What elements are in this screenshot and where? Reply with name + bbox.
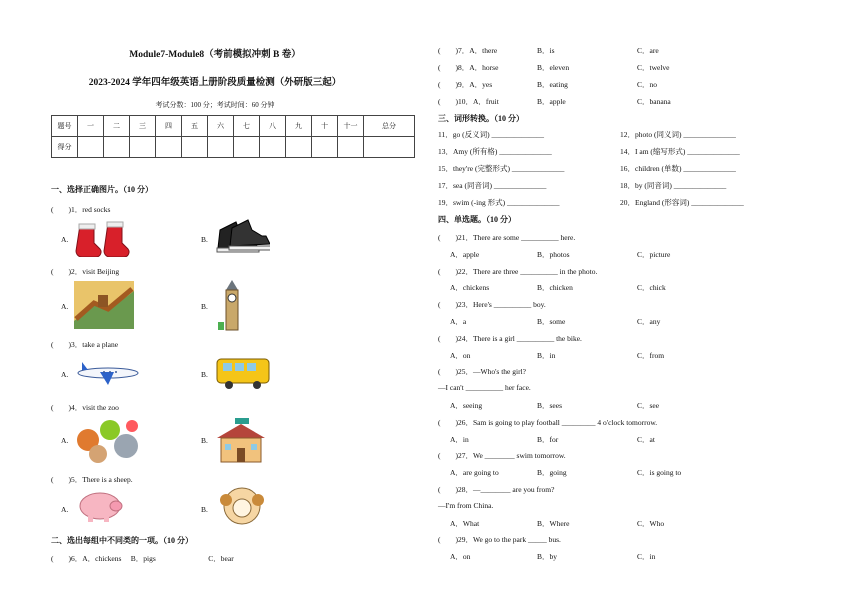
mc-option: C．at [637,434,655,444]
zoo-animals-picture[interactable] [74,414,144,466]
score-input-cell[interactable] [156,137,182,158]
option-b-label: B. [201,505,208,514]
score-input-cell[interactable] [234,137,260,158]
mc-option: B．in [537,350,556,360]
option-b-label: B. [201,370,208,379]
mc-option: B．photos [537,249,570,259]
mc-option: A．are going to [450,468,499,478]
mc-question: ( )22．There are three __________ in the photo. [438,266,598,276]
question-3: ( )3．take a plane [51,340,119,349]
word-form-item: 12．photo (同义词) ______________ [620,130,736,139]
score-table-score-row [52,137,415,158]
option-a-label: A. [61,370,69,379]
word-form-item: 13．Amy (所有格) ______________ [438,147,552,156]
question-7-part: B．is [537,46,555,55]
section-4-heading: 四、单选题。（10 分） [438,215,516,224]
question-9-part: B．eating [537,80,568,89]
score-cell: 四 [156,116,182,137]
score-cell: 九 [286,116,312,137]
score-cell: 二 [104,116,130,137]
question-2: ( )2．visit Beijing [51,267,120,276]
score-input-cell[interactable] [182,137,208,158]
score-cell: 七 [234,116,260,137]
score-input-cell[interactable] [286,137,312,158]
great-wall-picture[interactable] [74,281,134,329]
mc-question: ( )24．There is a girl __________ the bike. [438,333,582,343]
mc-option: C．picture [637,249,671,259]
score-cell: 一 [78,116,104,137]
word-form-item: 18．by (同音词) ______________ [620,181,727,190]
score-cell: 六 [208,116,234,137]
question-9-part: C．no [637,80,658,89]
word-form-item: 14．I am (缩写形式) ______________ [620,147,740,156]
score-input-cell[interactable] [78,137,104,158]
word-form-item: 20．England (形容词) ______________ [620,198,744,207]
option-a-label: A. [61,302,69,311]
mc-question-line2: —I'm from China. [438,500,494,510]
paper-subtitle: 2023-2024 学年四年级英语上册阶段质量检测（外研版三起） [88,78,342,88]
word-form-item: 15．they're (完整形式) ______________ [438,164,565,173]
sheep-picture[interactable] [218,484,266,528]
score-table-header-row [52,116,415,137]
question-10-part: C．banana [637,97,671,106]
mc-question: ( )28．—________ are you from? [438,485,555,494]
option-b-label: B. [201,436,208,445]
mc-option: A．seeing [450,401,483,410]
score-input-cell[interactable] [364,137,415,158]
sneakers-picture[interactable] [214,218,270,256]
section-2-heading: 二、选出每组中不同类的一项。（10 分） [51,536,193,545]
mc-option: A．in [450,434,469,444]
score-cell: 得分 [52,137,78,158]
red-socks-picture[interactable] [72,221,134,257]
score-input-cell[interactable] [260,137,286,158]
mc-option: C．Who [637,518,665,528]
option-a-label: A. [61,436,69,445]
word-form-item: 19．swim (-ing 形式) ______________ [438,198,560,207]
mc-option: A．apple [450,249,480,259]
question-4: ( )4．visit the zoo [51,403,119,412]
score-info: 考试分数：100 分；考试时间：60 分钟 [155,101,275,109]
word-form-item: 17．sea (同音词) ______________ [438,181,547,190]
question-1: ( )1．red socks [51,205,111,214]
mc-option: A．on [450,350,471,360]
mc-option: B．going [537,468,567,478]
option-a-label: A. [61,235,69,244]
score-cell: 八 [260,116,286,137]
section-1-heading: 一、选择正确图片。（10 分） [51,185,153,194]
mc-option: A．a [450,317,467,326]
score-table [51,115,415,158]
option-a-label: A. [61,505,69,514]
question-9-part: ( )9．A．yes [438,80,493,89]
mc-option: C．from [637,350,665,360]
question-8-part: ( )8．A．horse [438,63,499,72]
score-input-cell[interactable] [338,137,364,158]
question-7-part: ( )7．A．there [438,46,498,55]
word-form-item: 11．go (反义词) ______________ [438,130,544,139]
score-cell: 题号 [52,116,78,137]
question-8-part: B．eleven [537,63,570,72]
mc-option: B．chicken [537,283,573,293]
question-10-part: ( )10．A．fruit [438,97,499,106]
section-3-heading: 三、词形转换。（10 分） [438,114,524,123]
mc-option: B．for [537,434,559,444]
paper-title: Module7-Module8（考前模拟冲刺 B 卷） [129,50,301,60]
question-5: ( )5．There is a sheep. [51,475,133,484]
airplane-picture[interactable] [74,358,142,388]
mc-option: B．Where [537,518,570,528]
mc-question: ( )29．We go to the park _____ bus. [438,535,561,545]
question-8-part: C．twelve [637,63,670,72]
big-ben-picture[interactable] [214,278,250,332]
score-input-cell[interactable] [104,137,130,158]
option-b-label: B. [201,235,208,244]
mc-question: ( )21．There are some __________ here. [438,233,576,242]
score-cell: 三 [130,116,156,137]
mc-option: B．sees [537,401,562,410]
score-input-cell[interactable] [208,137,234,158]
mc-question: ( )26．Sam is going to play football _________ 4 o'clock tomorrow. [438,417,658,427]
option-b-label: B. [201,302,208,311]
mc-option: A．chickens [450,283,490,293]
score-input-cell[interactable] [312,137,338,158]
mc-question: ( )27．We ________ swim tomorrow. [438,451,566,461]
question-10-part: B．apple [537,97,566,106]
score-cell: 总分 [364,116,415,137]
score-cell: 十 [312,116,338,137]
mc-option: C．in [637,552,656,562]
score-cell: 十一 [338,116,364,137]
mc-question-line2: —I can't __________ her face. [438,383,531,393]
mc-option: C．chick [637,283,666,293]
score-cell: 五 [182,116,208,137]
mc-option: A．on [450,552,471,562]
question-7-part: C．are [637,46,659,55]
mc-option: B．by [537,552,558,562]
question-6: ( )6．A．chickens B．pigs C．bear [51,554,234,563]
mc-option: C．any [637,317,661,326]
mc-question: ( )23．Here's __________ boy. [438,300,546,310]
mc-option: C．see [637,401,660,410]
school-picture[interactable] [215,416,267,464]
word-form-item: 16．children (单数) ______________ [620,164,736,173]
mc-option: A．What [450,518,480,528]
pig-picture[interactable] [74,490,124,524]
mc-option: C．is going to [637,468,682,478]
mc-option: B．some [537,317,566,326]
bus-picture[interactable] [215,355,271,391]
mc-question: ( )25．—Who's the girl? [438,367,527,377]
score-input-cell[interactable] [130,137,156,158]
